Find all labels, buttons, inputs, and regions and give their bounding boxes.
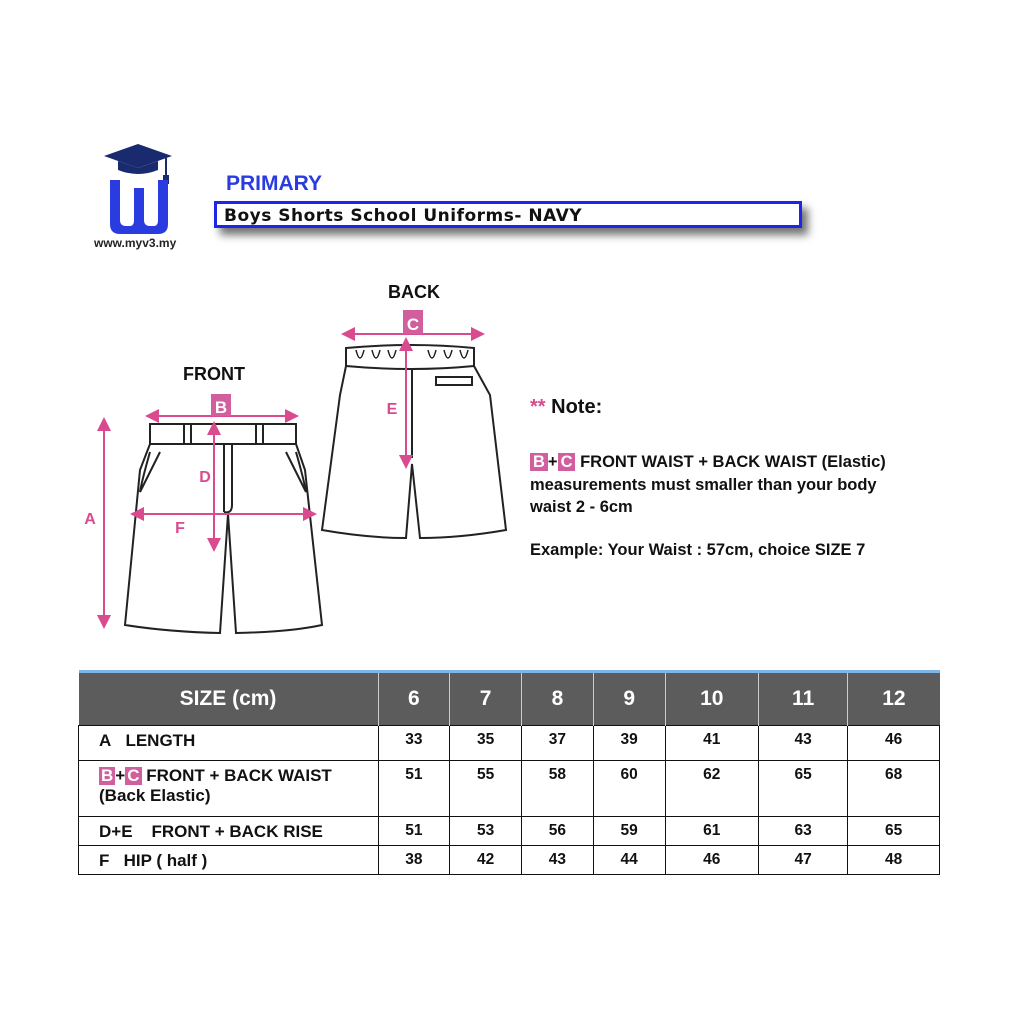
table-cell: 39 bbox=[593, 726, 665, 761]
size-header: 10 bbox=[665, 672, 758, 726]
row-tag-b: B bbox=[101, 766, 114, 785]
table-cell: 46 bbox=[665, 846, 758, 875]
table-cell: 65 bbox=[758, 761, 847, 817]
table-cell: 42 bbox=[450, 846, 522, 875]
size-header: 9 bbox=[593, 672, 665, 726]
size-header: 11 bbox=[758, 672, 847, 726]
table-cell: 35 bbox=[450, 726, 522, 761]
note-plus: + bbox=[547, 453, 558, 471]
table-cell: 44 bbox=[593, 846, 665, 875]
note-tag-c: C bbox=[558, 453, 576, 471]
table-cell: 37 bbox=[522, 726, 594, 761]
note-line-1 bbox=[530, 453, 886, 472]
row-text: FRONT + BACK RISE bbox=[151, 822, 323, 841]
back-label: BACK bbox=[388, 282, 440, 302]
table-cell: 51 bbox=[378, 817, 450, 846]
table-cell: 41 bbox=[665, 726, 758, 761]
table-row bbox=[79, 761, 940, 817]
note-example: Example: Your Waist : 57cm, choice SIZE 7 bbox=[530, 541, 866, 559]
table-row bbox=[79, 846, 940, 875]
table-cell: 59 bbox=[593, 817, 665, 846]
table-cell: 63 bbox=[758, 817, 847, 846]
size-header: 7 bbox=[450, 672, 522, 726]
marker-f: F bbox=[175, 520, 185, 537]
table-cell: 65 bbox=[848, 817, 940, 846]
row-label bbox=[79, 817, 379, 846]
row-plus: + bbox=[115, 766, 126, 785]
marker-c: C bbox=[406, 315, 420, 334]
marker-e: E bbox=[386, 401, 398, 418]
size-header: 6 bbox=[378, 672, 450, 726]
row-label bbox=[79, 846, 379, 875]
size-header: 8 bbox=[522, 672, 594, 726]
row-code: A bbox=[99, 731, 112, 750]
table-header-row bbox=[79, 672, 940, 726]
marker-d: D bbox=[199, 469, 211, 486]
table-cell: 60 bbox=[593, 761, 665, 817]
size-header: 12 bbox=[848, 672, 940, 726]
row-code: D+E bbox=[99, 822, 133, 841]
table-cell: 33 bbox=[378, 726, 450, 761]
row-text: HIP ( half ) bbox=[123, 851, 208, 870]
note-line-3: waist 2 - 6cm bbox=[530, 498, 633, 516]
note-tag-b: B bbox=[530, 453, 548, 471]
table-cell: 53 bbox=[450, 817, 522, 846]
back-shorts-outline bbox=[322, 345, 506, 538]
table-cell: 56 bbox=[522, 817, 594, 846]
front-label: FRONT bbox=[183, 364, 245, 384]
note-text-1: FRONT WAIST + BACK WAIST (Elastic) bbox=[580, 453, 886, 471]
table-cell: 38 bbox=[378, 846, 450, 875]
table-cell: 46 bbox=[848, 726, 940, 761]
row-text: LENGTH bbox=[125, 731, 196, 750]
note-heading bbox=[530, 396, 602, 419]
note-line-2: measurements must smaller than your body bbox=[530, 476, 877, 494]
table-row bbox=[79, 726, 940, 761]
row-code: F bbox=[99, 851, 110, 870]
table-cell: 48 bbox=[848, 846, 940, 875]
row-subtext: (Back Elastic) bbox=[99, 786, 211, 805]
table-cell: 58 bbox=[522, 761, 594, 817]
marker-b: B bbox=[214, 398, 228, 417]
table-cell: 62 bbox=[665, 761, 758, 817]
row-label bbox=[79, 726, 379, 761]
note-stars: ** bbox=[530, 396, 546, 418]
table-cell: 43 bbox=[758, 726, 847, 761]
size-chart-table bbox=[78, 670, 940, 875]
table-cell: 61 bbox=[665, 817, 758, 846]
table-cell: 51 bbox=[378, 761, 450, 817]
table-row bbox=[79, 817, 940, 846]
table-header-label: SIZE (cm) bbox=[79, 672, 379, 726]
product-title: Boys Shorts School Uniforms- NAVY bbox=[224, 206, 583, 226]
table-cell: 47 bbox=[758, 846, 847, 875]
category-label: PRIMARY bbox=[226, 172, 323, 195]
marker-a: A bbox=[84, 511, 96, 528]
table-cell: 43 bbox=[522, 846, 594, 875]
front-shorts-outline bbox=[125, 424, 322, 633]
row-text: FRONT + BACK WAIST bbox=[146, 766, 332, 785]
note-title: Note: bbox=[551, 396, 603, 418]
row-label bbox=[79, 761, 379, 817]
table-cell: 68 bbox=[848, 761, 940, 817]
table-cell: 55 bbox=[450, 761, 522, 817]
website-url: www.myv3.my bbox=[94, 236, 177, 250]
row-tag-c: C bbox=[127, 766, 140, 785]
